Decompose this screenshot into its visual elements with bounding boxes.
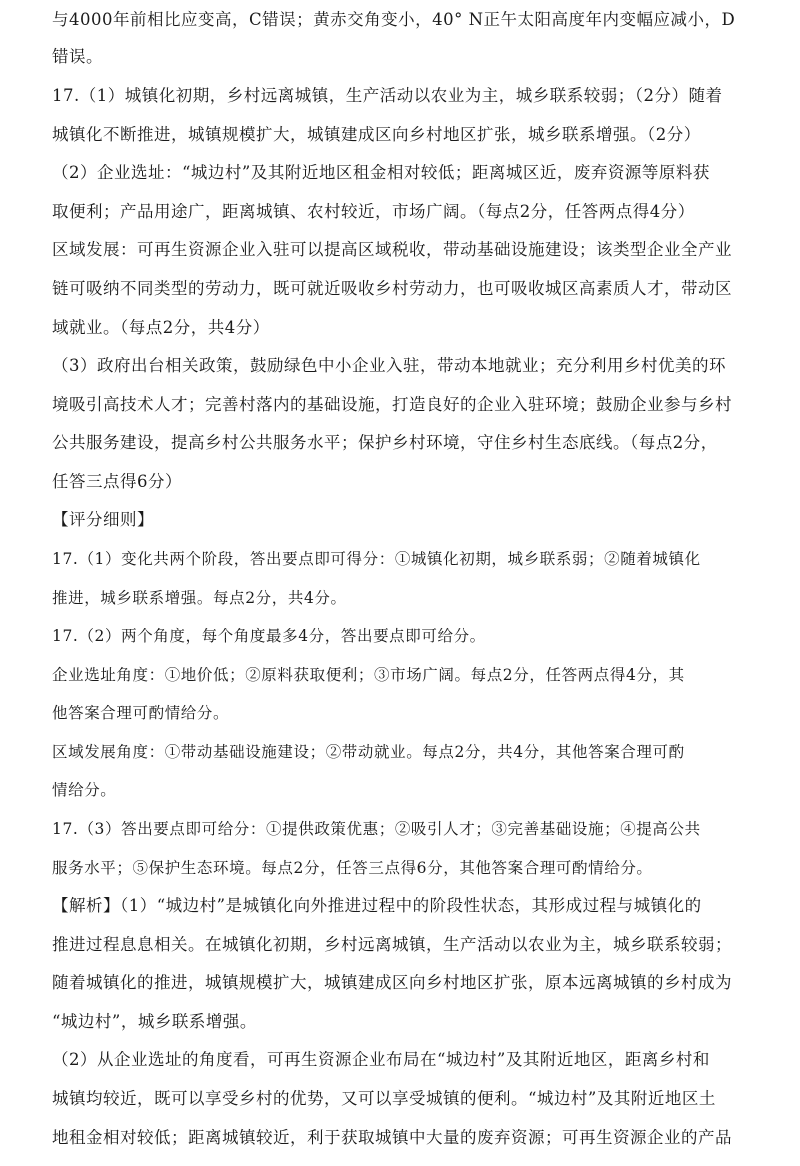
- text-line: 公共服务建设，提高乡村公共服务水平；保护乡村环境，守住乡村生态底线。（每点2分，: [52, 433, 718, 452]
- text-line: 任答三点得6分）: [52, 472, 182, 491]
- text-line: “城边村”，城乡联系增强。: [52, 1012, 257, 1031]
- text-line: 17.（1）变化共两个阶段，答出要点即可得分：①城镇化初期，城乡联系弱；②随着城镇化: [52, 550, 701, 568]
- text-line: （2）企业选址：“城边村”及其附近地区租金相对较低；距离城区近，废弃资源等原料获: [52, 163, 710, 182]
- text-line: 城镇均较近，既可以享受乡村的优势，又可以享受城镇的便利。“城边村”及其附近地区土: [52, 1089, 716, 1108]
- text-line: 他答案合理可酌情给分。: [52, 704, 230, 722]
- text-line: 17.（2）两个角度，每个角度最多4分，答出要点即可给分。: [52, 627, 486, 645]
- text-line: 与4000年前相比应变高，C错误；黄赤交角变小，40° N正午太阳高度年内变幅应减小，D: [52, 10, 736, 29]
- text-line: 区域发展：可再生资源企业入驻可以提高区域税收，带动基础设施建设；该类型企业全产业: [52, 240, 732, 259]
- text-line: 地租金相对较低；距离城镇较近，利于获取城镇中大量的废弃资源；可再生资源企业的产品: [52, 1128, 732, 1147]
- text-line: 链可吸纳不同类型的劳动力，既可就近吸收乡村劳动力，也可吸收城区高素质人才，带动区: [52, 279, 732, 298]
- text-line: （2）从企业选址的角度看，可再生资源企业布局在“城边村”及其附近地区，距离乡村和: [52, 1050, 710, 1069]
- text-line: 推进，城乡联系增强。每点2分，共4分。: [52, 589, 347, 607]
- text-line: 域就业。（每点2分，共4分）: [52, 318, 270, 337]
- text-line: 服务水平；⑤保护生态环境。每点2分，任答三点得6分，其他答案合理可酌情给分。: [52, 859, 653, 877]
- text-line: 错误。: [52, 47, 103, 66]
- text-line: （3）政府出台相关政策，鼓励绿色中小企业入驻，带动本地就业；充分利用乡村优美的环: [52, 356, 726, 375]
- text-line: 17.（1）城镇化初期，乡村远离城镇，生产活动以农业为主，城乡联系较弱；（2分）随着: [52, 86, 723, 105]
- text-line: 17.（3）答出要点即可给分：①提供政策优惠；②吸引人才；③完善基础设施；④提高公共: [52, 820, 701, 838]
- text-line: 情给分。: [52, 781, 117, 799]
- text-line: 城镇化不断推进，城镇规模扩大，城镇建成区向乡村地区扩张，城乡联系增强。（2分）: [52, 125, 701, 144]
- text-line: 境吸引高技术人才；完善村落内的基础设施，打造良好的企业入驻环境；鼓励企业参与乡村: [52, 395, 732, 414]
- text-line: 推进过程息息相关。在城镇化初期，乡村远离城镇，生产活动以农业为主，城乡联系较弱；: [52, 935, 732, 954]
- text-line: 企业选址角度：①地价低；②原料获取便利；③市场广阔。每点2分，任答两点得4分，其: [52, 666, 685, 684]
- text-line: 【解析】（1）“城边村”是城镇化向外推进过程中的阶段性状态，其形成过程与城镇化的: [52, 896, 702, 915]
- section-heading: 【评分细则】: [52, 510, 154, 529]
- text-line: 区域发展角度：①带动基础设施建设；②带动就业。每点2分，共4分，其他答案合理可酌: [52, 743, 685, 761]
- text-line: 取便利；产品用途广，距离城镇、农村较近，市场广阔。（每点2分，任答两点得4分）: [52, 202, 695, 221]
- text-line: 随着城镇化的推进，城镇规模扩大，城镇建成区向乡村地区扩张，原本远离城镇的乡村成为: [52, 973, 732, 992]
